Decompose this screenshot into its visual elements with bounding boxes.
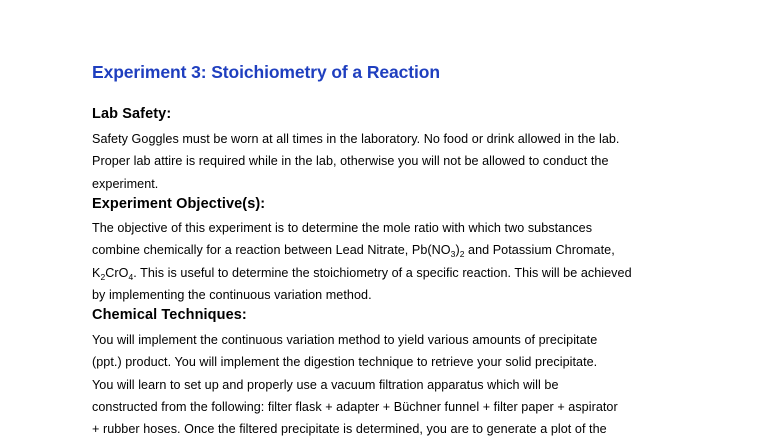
text-run: CrO bbox=[105, 265, 129, 280]
document-title: Experiment 3: Stoichiometry of a Reaction bbox=[92, 62, 440, 82]
paragraph-line: You will learn to set up and properly use a vacuum filtration apparatus which will be bbox=[92, 377, 559, 392]
paragraph-line: experiment. bbox=[92, 176, 159, 191]
lab-safety-paragraph bbox=[92, 128, 702, 195]
paragraph-line bbox=[92, 239, 702, 261]
subscript: 2 bbox=[459, 249, 465, 260]
paragraph-line: constructed from the following: filter flask + adapter + Büchner funnel + filter paper + aspirator bbox=[92, 399, 618, 414]
paragraph-line: Safety Goggles must be worn at all times in the laboratory. No food or drink allowed in the lab. bbox=[92, 132, 620, 146]
paragraph-line: (ppt.) product. You will implement the digestion technique to retrieve your solid precipitate. bbox=[92, 355, 598, 370]
paragraph-line: Proper lab attire is required while in the lab, otherwise you will not be allowed to conduct the bbox=[92, 154, 609, 169]
text-run: and Potassium Chromate, bbox=[464, 243, 615, 258]
techniques-heading: Chemical Techniques: bbox=[92, 307, 247, 323]
subscript: 2 bbox=[100, 271, 106, 282]
text-run: combine chemically for a reaction between Lead Nitrate, Pb(NO bbox=[92, 243, 451, 258]
lab-safety-heading: Lab Safety: bbox=[92, 106, 172, 122]
techniques-paragraph bbox=[92, 329, 702, 440]
subscript: 3 bbox=[450, 249, 456, 260]
text-run: K bbox=[92, 265, 101, 280]
text-run: ) bbox=[455, 243, 460, 258]
subscript: 4 bbox=[128, 271, 134, 282]
objective-paragraph bbox=[92, 217, 702, 306]
paragraph-line: + rubber hoses. Once the filtered precipitate is determined, you are to generate a plot of the bbox=[92, 422, 607, 437]
paragraph-line bbox=[92, 262, 702, 284]
objective-heading: Experiment Objective(s): bbox=[92, 196, 266, 212]
paragraph-line: The objective of this experiment is to determine the mole ratio with which two substances bbox=[92, 221, 593, 235]
paragraph-line: by implementing the continuous variation method. bbox=[92, 287, 372, 302]
text-run: . This is useful to determine the stoichiometry of a specific reaction. This will be achieved bbox=[133, 265, 632, 280]
paragraph-line: You will implement the continuous variation method to yield various amounts of precipitate bbox=[92, 333, 598, 347]
